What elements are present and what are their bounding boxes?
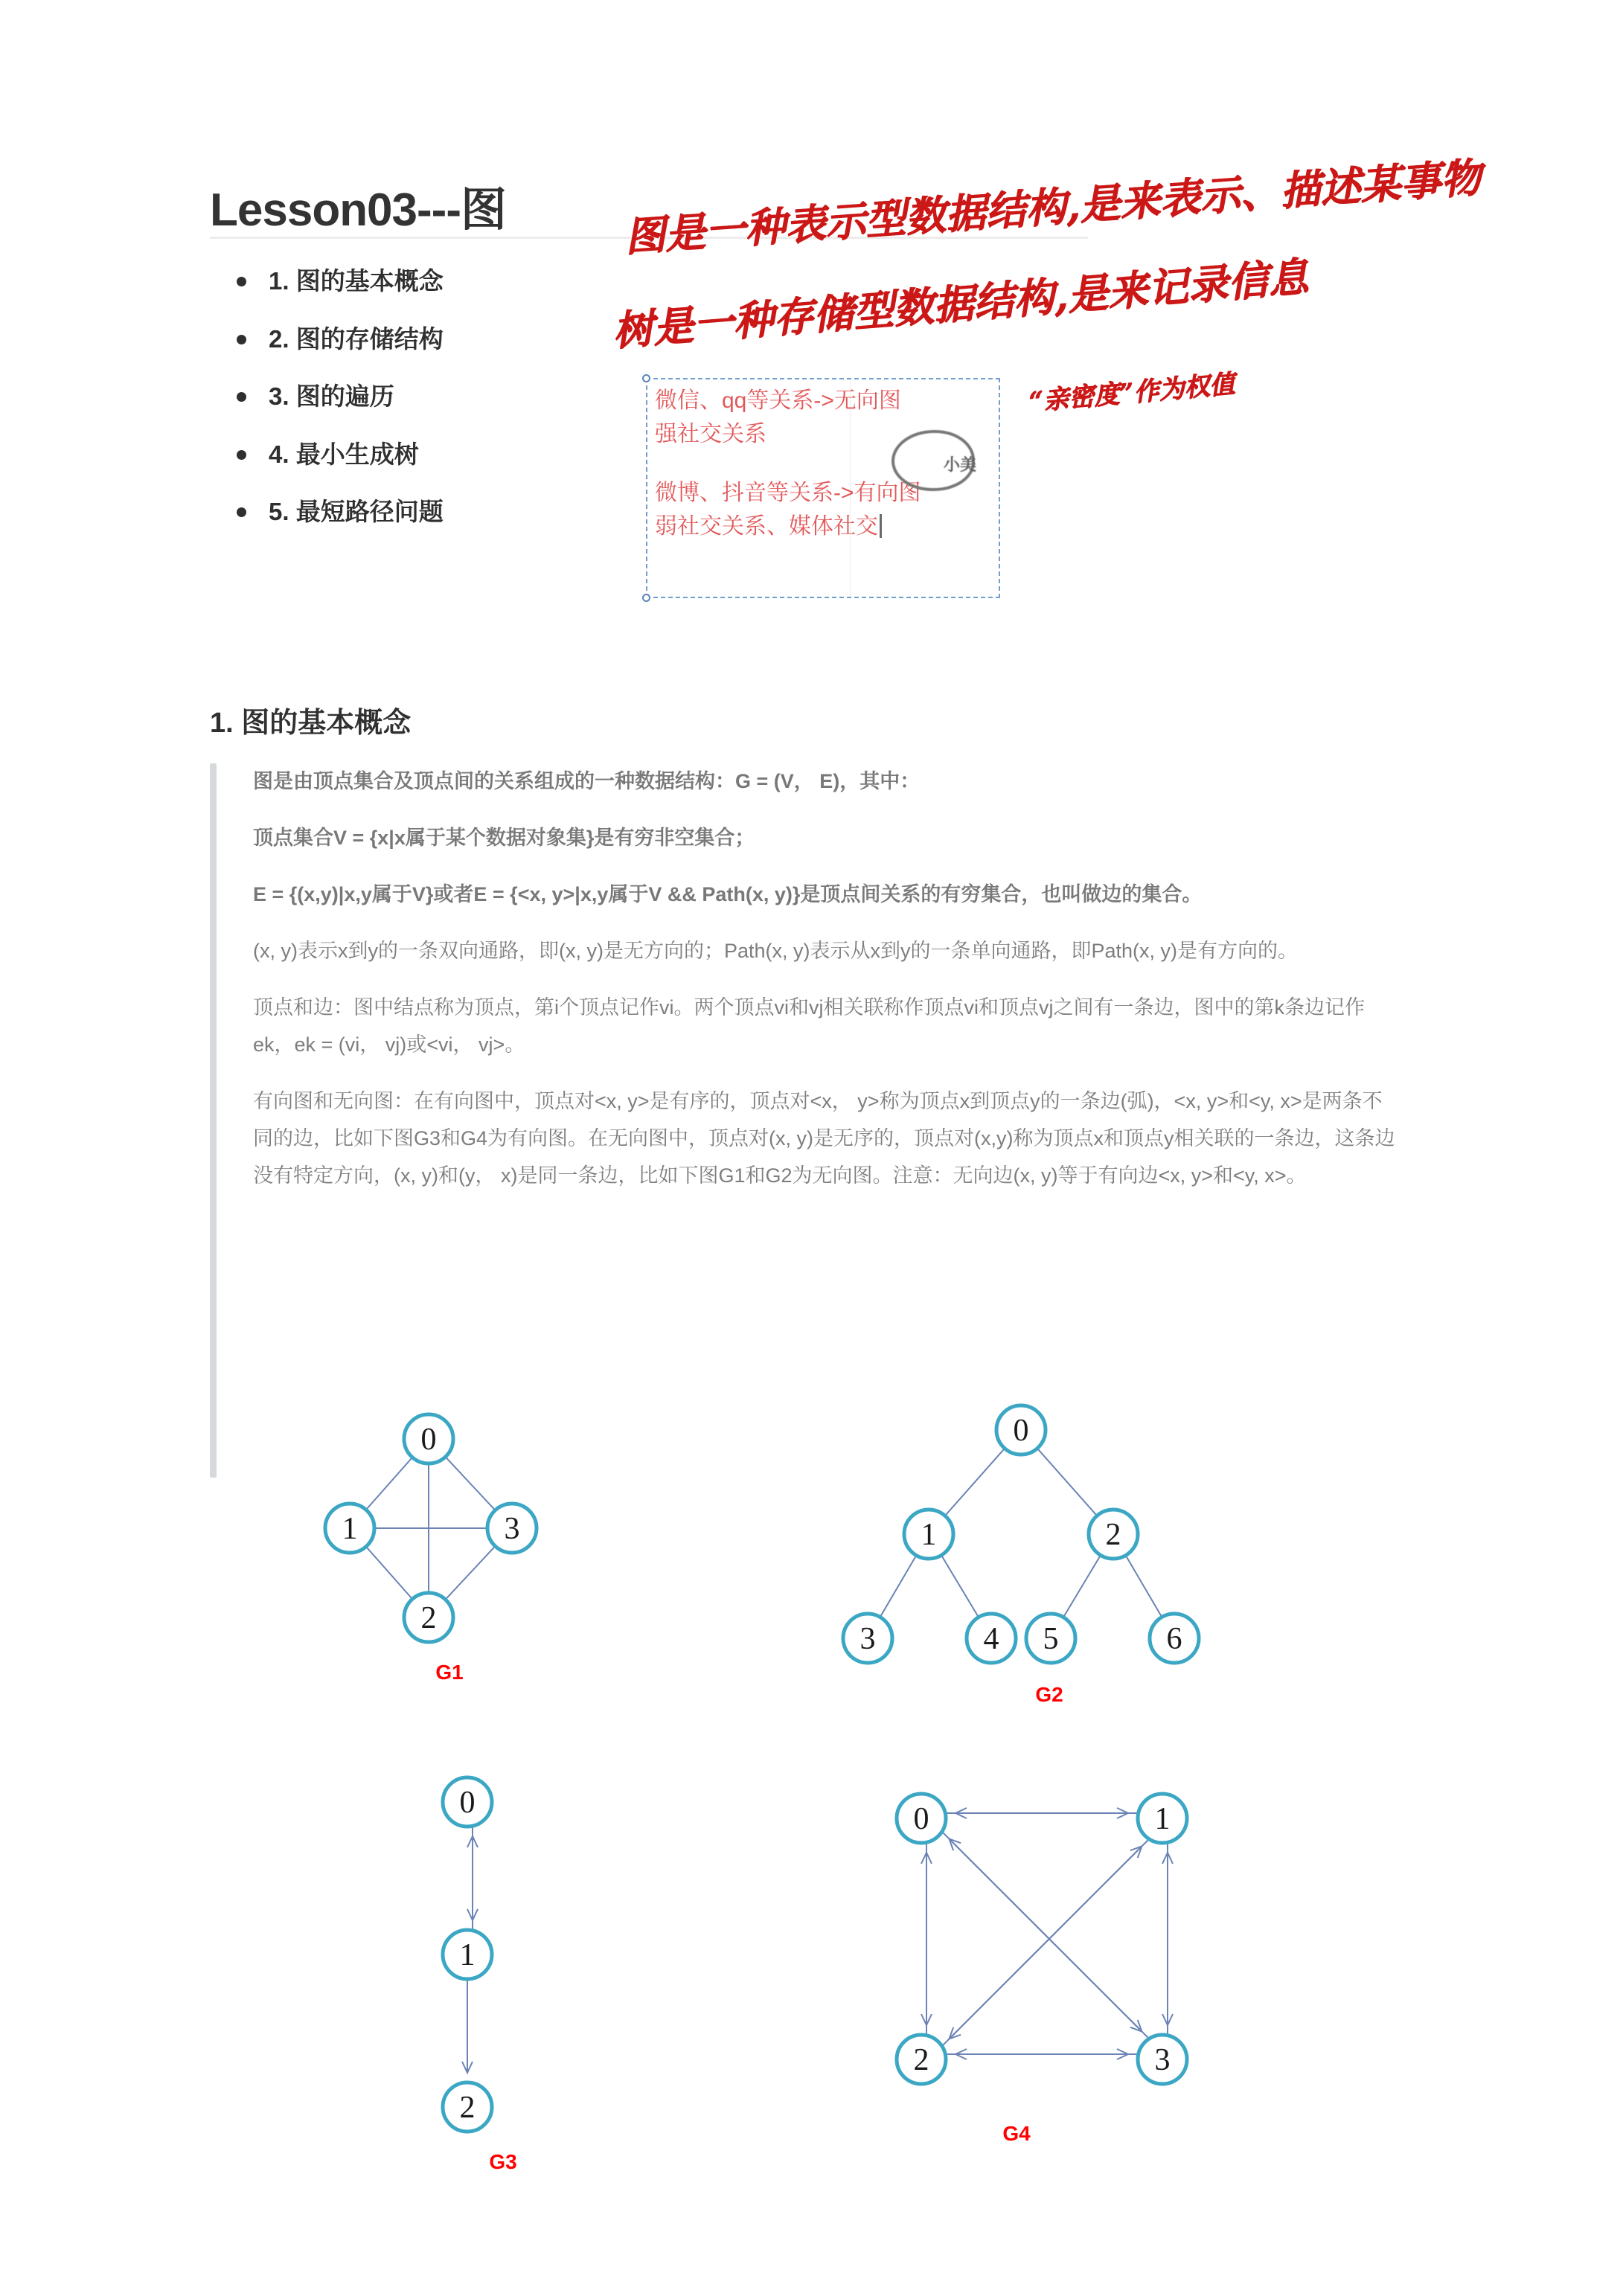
toc-item-2[interactable] [237,324,698,354]
svg-text:5: 5 [1043,1622,1059,1656]
paragraph-6: 有向图和无向图：在有向图中，顶点对<x, y>是有序的，顶点对<x， y>称为顶点x到顶点y的一条边(弧)，<x, y>和<y, x>是两条不同的边，比如下图G3和G4为有向图。在无向图中，顶点对(x, y)是无序的，顶点对(x,y)称为顶点x和顶点y相关联的一条边，这条边没有特定方向，(x, y)和(y， x)是同一条边，比如下图G1和G2为无向图。注意：无向边(x, y)等于有向边<x, y>和<y, x>。 [253,1089,1395,1187]
svg-text:0: 0 [1013,1414,1029,1448]
page-title: Lesson03---图 [210,185,506,236]
figure-g3 [402,1765,610,2211]
toc-item-label: 4. 最小生成树 [269,440,419,468]
bullet-icon [237,277,246,286]
oval-label: 小美 [944,455,977,474]
figure-g2-svg [826,1393,1287,1705]
figure-g1-svg [313,1402,655,1699]
bullet-icon [237,335,246,344]
figure-g2-label: G2 [1035,1683,1063,1706]
table-of-contents [237,266,698,555]
toc-item-1[interactable] [237,266,698,296]
resize-handle-top-left[interactable] [642,374,650,382]
svg-text:1: 1 [921,1518,937,1552]
svg-text:2: 2 [459,2091,476,2125]
redbox-line-2: 强社交关系 [655,422,766,446]
figure-g1-label: G1 [435,1661,464,1684]
paragraph-2: 顶点集合V = {x|x属于某个数据对象集}是有穷非空集合； [253,826,755,849]
svg-text:6: 6 [1166,1622,1182,1656]
toc-item-label: 3. 图的遍历 [269,382,394,411]
figure-g1 [313,1402,655,1759]
redbox-spacer [655,451,921,476]
bullet-icon [237,450,246,460]
svg-text:3: 3 [504,1512,520,1546]
toc-item-4[interactable] [237,440,698,469]
svg-text:2: 2 [913,2043,929,2077]
paragraph-5: 顶点和边：图中结点称为顶点，第i个顶点记作vi。两个顶点vi和vj相关联称作顶点vi和顶点vj之间有一条边，图中的第k条边记作ek，ek = (vi， vj)或<vi， vj>。 [253,995,1365,1056]
bullet-icon [237,392,246,402]
svg-text:2: 2 [420,1601,437,1635]
paragraph-3: E = {(x,y)|x,y属于V}或者E = {<x, y>|x,y属于V && Path(x, y)}是顶点间关系的有穷集合，也叫做边的集合。 [253,882,1203,905]
svg-text:1: 1 [342,1512,358,1546]
svg-text:4: 4 [983,1622,999,1656]
svg-text:3: 3 [859,1622,876,1656]
body-blockquote [210,763,1400,1213]
paragraph-4: (x, y)表示x到y的一条双向通路，即(x, y)是无方向的；Path(x, y)表示从x到y的一条单向通路，即Path(x, y)是有方向的。 [253,939,1299,962]
svg-text:2: 2 [1105,1518,1121,1552]
figure-g4-label: G4 [1002,2122,1031,2145]
svg-text:0: 0 [459,1786,476,1820]
text-caret [880,514,882,538]
toc-item-3[interactable] [237,382,698,411]
resize-handle-bottom-left[interactable] [642,594,650,602]
title-divider [210,237,1088,239]
bullet-icon [237,507,246,517]
svg-text:1: 1 [1154,1802,1171,1836]
toc-item-5[interactable] [237,497,698,527]
redbox-line-1: 微信、qq等关系->无向图 [655,388,901,413]
figure-g3-svg [402,1765,610,2159]
figure-g2 [826,1393,1287,1757]
paragraph-1: 图是由顶点集合及顶点间的关系组成的一种数据结构：G = (V， E)，其中： [253,770,921,792]
figure-g4-svg [878,1780,1265,2129]
svg-text:0: 0 [420,1423,437,1457]
handwritten-annotation-weight: “亲密度”作为权值 [1028,368,1236,417]
svg-text:0: 0 [913,1802,929,1836]
figure-g4 [878,1780,1265,2211]
redbox-line-3: 微博、抖音等关系->有向图 [655,481,921,505]
svg-text:1: 1 [459,1938,476,1972]
svg-text:3: 3 [1154,2043,1171,2077]
redbox-line-4: 弱社交关系、媒体社交 [655,510,921,543]
toc-item-label: 2. 图的存储结构 [269,324,444,353]
toc-item-label: 5. 最短路径问题 [269,498,444,526]
handwritten-annotation-tree: 树是一种存储型数据结构,是来记录信息 [611,252,1310,355]
section-heading: 1. 图的基本概念 [210,708,412,739]
figure-g3-label: G3 [489,2150,517,2173]
toc-item-label: 1. 图的基本概念 [269,267,444,295]
redbox-text-content [655,384,921,543]
handwritten-annotation-graph: 图是一种表示型数据结构,是来表示、描述某事物 [623,153,1482,261]
